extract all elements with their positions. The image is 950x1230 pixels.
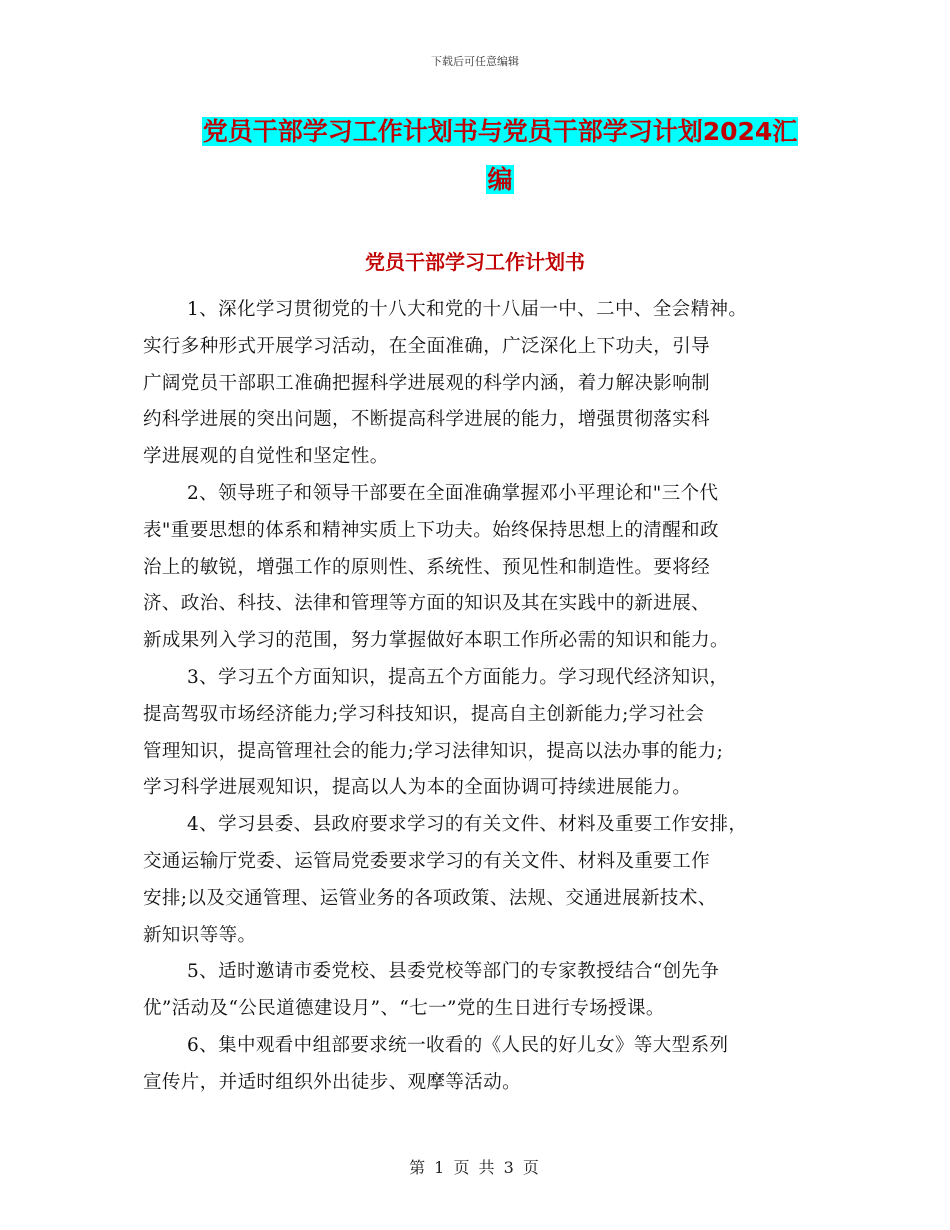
- paragraph-line: 4、学习县委、县政府要求学习的有关文件、材料及重要工作安排，: [187, 814, 748, 836]
- paragraph-line: 5、适时邀请市委党校、县委党校等部门的专家教授结合“创先争: [187, 961, 720, 983]
- document-title-line-1: 党员干部学习工作计划书与党员干部学习计划2024汇: [202, 117, 798, 146]
- paragraph-line: 表"重要思想的体系和精神实质上下功夫。始终保持思想上的清醒和政: [143, 519, 719, 541]
- paragraph-line: 1、深化学习贯彻党的十八大和党的十八届一中、二中、全会精神。: [187, 299, 748, 320]
- paragraph-line: 3、学习五个方面知识，提高五个方面能力。学习现代经济知识，: [187, 666, 729, 688]
- paragraph-3: [143, 660, 823, 807]
- body-text: [143, 292, 823, 1102]
- paragraph-line: 交通运输厅党委、运管局党委要求学习的有关文件、材料及重要工作: [143, 850, 711, 872]
- paragraph-line: 2、领导班子和领导干部要在全面准确掌握邓小平理论和"三个代: [187, 482, 719, 504]
- paragraph-2: [143, 476, 823, 660]
- document-title-line-2: 编: [487, 165, 513, 194]
- paragraph-line: 优”活动及“公民道德建设月”、“七一”党的生日进行专场授课。: [143, 998, 665, 1020]
- paragraph-line: 广阔党员干部职工准确把握科学进展观的科学内涵，着力解决影响制: [143, 372, 711, 394]
- document-title: [120, 108, 880, 204]
- header-note: 下载后可任意编辑: [431, 55, 519, 68]
- paragraph-line: 学习科学进展观知识，提高以人为本的全面协调可持续进展能力。: [143, 777, 692, 799]
- paragraph-1: [143, 292, 823, 476]
- paragraph-line: 实行多种形式开展学习活动，在全面准确，广泛深化上下功夫，引导: [143, 335, 711, 357]
- page-footer: 第 1 页 共 3 页: [409, 1158, 541, 1177]
- paragraph-line: 管理知识，提高管理社会的能力;学习法律知识，提高以法办事的能力;: [143, 740, 724, 762]
- paragraph-line: 约科学进展的突出问题，不断提高科学进展的能力，增强贯彻落实科: [143, 409, 711, 431]
- section-title: 党员干部学习工作计划书: [365, 250, 585, 274]
- paragraph-line: 安排;以及交通管理、运管业务的各项政策、法规、交通进展新技术、: [143, 887, 717, 909]
- paragraph-6: [143, 1028, 823, 1102]
- paragraph-4: [143, 807, 823, 954]
- paragraph-line: 治上的敏锐，增强工作的原则性、系统性、预见性和制造性。要将经: [143, 556, 711, 578]
- paragraph-line: 新知识等等。: [143, 924, 257, 946]
- paragraph-line: 6、集中观看中组部要求统一收看的《人民的好儿女》等大型系列: [187, 1034, 729, 1056]
- paragraph-line: 提高驾驭市场经济能力;学习科技知识，提高自主创新能力;学习社会: [143, 703, 705, 725]
- paragraph-line: 新成果列入学习的范围，努力掌握做好本职工作所必需的知识和能力。: [143, 630, 729, 652]
- paragraph-line: 济、政治、科技、法律和管理等方面的知识及其在实践中的新进展、: [143, 593, 711, 615]
- paragraph-line: 学进展观的自觉性和坚定性。: [143, 446, 389, 468]
- paragraph-line: 宣传片，并适时组织外出徒步、观摩等活动。: [143, 1071, 522, 1093]
- paragraph-5: [143, 954, 823, 1028]
